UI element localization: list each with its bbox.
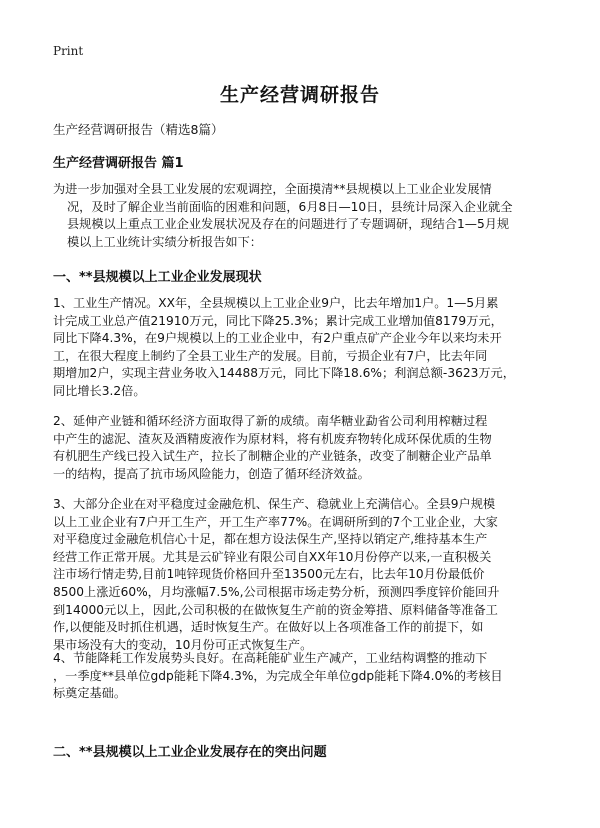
paragraph-line: 4、节能降耗工作发展势头良好。在高耗能矿业生产减产，工业结构调整的推动下: [53, 651, 488, 665]
paragraph-3: [53, 496, 549, 654]
paragraph-line: 3、大部分企业在对平稳度过金融危机、保生产、稳就业上充满信心。全县9户规模: [53, 497, 496, 511]
article-heading: 生产经营调研报告 篇1: [53, 156, 184, 171]
paragraph-line: 以上工业企业有7户开工生产，开工生产率77%。在调研所到的7个工业企业，大家: [53, 514, 498, 529]
paragraph-line: 1、工业生产情况。XX年，全县规模以上工业企业9户，比去年增加1户。1—5月累: [53, 296, 499, 310]
print-label: Print: [53, 44, 84, 58]
paragraph-line: 8500上涨近60%，月均涨幅7.5%,公司根据市场走势分析，预测四季度锌价能回升: [53, 584, 500, 599]
paragraph-line: 同比下降4.3%，在9户规模以上的工业企业中，有2户重点矿产企业今年以来均未开: [53, 331, 502, 346]
paragraph-line: 中产生的滤泥、渣灰及酒精废液作为原材料，将有机废弃物转化成环保优质的生物: [53, 431, 492, 446]
paragraph-line: 一的结构，提高了抗市场风险能力，创造了循环经济效益。: [53, 466, 370, 481]
paragraph-1: [53, 295, 549, 401]
paragraph-line: 对平稳度过金融危机信心十足，都在想方设法保生产,坚持以销定产,维持基本生产: [53, 532, 488, 547]
section-2-heading: 二、**县规模以上工业企业发展存在的突出问题: [53, 745, 327, 760]
document-subtitle: 生产经营调研报告（精选8篇）: [53, 122, 224, 137]
paragraph-line: 同比增长3.2倍。: [53, 383, 146, 398]
paragraph-line: 注市场行情走势,目前1吨锌现货价格回升至13500元左右，比去年10月份最低价: [53, 567, 485, 582]
paragraph-line: 模以上工业统计实绩分析报告如下：: [67, 234, 262, 249]
section-1-heading: 一、**县规模以上工业企业发展现状: [53, 270, 262, 285]
paragraph-4: [53, 650, 549, 703]
intro-paragraph: [53, 181, 549, 251]
document-title: 生产经营调研报告: [219, 84, 380, 106]
paragraph-line: 经营工作正常开展。尤其是云矿锌业有限公司自XX年10月份停产以来,一直积极关: [53, 549, 492, 564]
paragraph-line: 况，及时了解企业当前面临的困难和问题，6月8日—10日，县统计局深入企业就全: [67, 199, 513, 214]
paragraph-line: 计完成工业总产值21910万元，同比下降25.3%；累计完成工业增加值8179万元，: [53, 313, 503, 328]
paragraph-2: [53, 413, 549, 483]
paragraph-line: 2、延伸产业链和循环经济方面取得了新的成绩。南华糖业勐省公司利用榨糖过程: [53, 414, 488, 428]
paragraph-line: 标奠定基础。: [53, 686, 127, 701]
paragraph-line: 有机肥生产线已投入试生产，拉长了制糖企业的产业链条，改变了制糖企业产品单: [53, 449, 492, 464]
paragraph-line: 工，在很大程度上制约了全县工业生产的发展。目前，亏损企业有7户，比去年同: [53, 348, 488, 363]
paragraph-line: 到14000元以上，因此,公司积极的在做恢复生产前的资金筹措、原料储备等准备工: [53, 602, 498, 617]
paragraph-line: ，一季度**县单位gdp能耗下降4.3%，为完成全年单位gdp能耗下降4.0%的考核目: [53, 668, 503, 683]
paragraph-line: 期增加2户，实现主营业务收入14488万元，同比下降18.6%；利润总额-3623万元，: [53, 366, 515, 381]
paragraph-line: 为进一步加强对全县工业发展的宏观调控，全面摸清**县规模以上工业企业发展情: [53, 182, 492, 196]
paragraph-line: 果市场没有大的变动，10月份可正式恢复生产。: [53, 637, 313, 652]
paragraph-line: 作,以便能及时抓住机遇，适时恢复生产。在做好以上各项准备工作的前提下，如: [53, 620, 484, 635]
paragraph-line: 县规模以上重点工业企业发展状况及存在的问题进行了专题调研，现结合1—5月规: [67, 217, 510, 232]
